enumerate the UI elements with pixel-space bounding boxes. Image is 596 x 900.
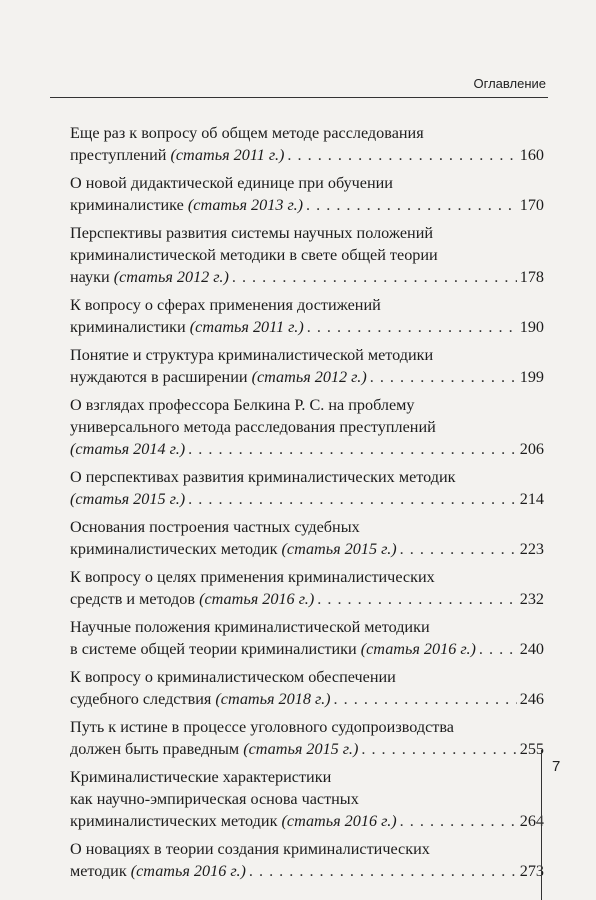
toc-page-number: 190 [519, 318, 544, 336]
toc-leader-dots [361, 738, 516, 760]
toc-entry-title-tail: преступлений [70, 146, 167, 164]
toc-entry-title-tail: криминалистических методик [70, 540, 278, 558]
toc-entry-title-end [70, 266, 229, 288]
toc-entry-title-line: К вопросу о криминалистическом обеспечении [70, 668, 396, 686]
toc-entry-title-end [70, 488, 185, 510]
toc-entry[interactable] [70, 616, 544, 660]
toc-entry-title-line: Криминалистические характеристики [70, 768, 332, 786]
toc-entry[interactable] [70, 466, 544, 510]
toc-entry-last-line [70, 738, 544, 760]
toc-leader-dots [188, 488, 517, 510]
toc-entry[interactable] [70, 172, 544, 216]
toc-entry-note: (статья 2013 г.) [187, 196, 304, 214]
toc-page-number: 240 [519, 640, 544, 658]
toc-page-number: 199 [519, 368, 544, 386]
toc-entry-title-end [70, 144, 284, 166]
toc-entry-last-line [70, 538, 544, 560]
toc-entry-note: (статья 2012 г.) [113, 268, 229, 286]
toc-entry-last-line [70, 688, 544, 710]
toc-entry-title-tail: криминалистике [70, 196, 184, 214]
toc-entry-last-line [70, 438, 544, 460]
toc-entry-title-line: Понятие и структура криминалистической методики [70, 346, 434, 364]
toc-entry[interactable] [70, 838, 544, 882]
toc-entry-note: (статья 2011 г.) [170, 146, 285, 164]
toc-entry-note: (статья 2012 г.) [251, 368, 367, 386]
toc-entry-title-line: универсального метода расследования преступлений [70, 418, 436, 436]
toc-entry-title-line: Основания построения частных судебных [70, 518, 360, 536]
toc-page-number: 264 [519, 812, 544, 830]
toc-entry-title-end [70, 588, 314, 610]
toc-entry-title-tail: криминалистики [70, 318, 186, 336]
toc-leader-dots [232, 266, 517, 288]
toc-entry-note: (статья 2016 г.) [281, 812, 397, 830]
toc-entry-title-line: О новой дидактической единице при обучении [70, 174, 393, 192]
toc-leader-dots [287, 144, 516, 166]
toc-entry[interactable] [70, 222, 544, 288]
toc-entry-last-line [70, 638, 544, 660]
toc-page-number: 223 [519, 540, 544, 558]
toc-entry-title-end [70, 366, 367, 388]
toc-entry-last-line [70, 810, 544, 832]
toc-entry-title-tail: нуждаются в расширении [70, 368, 248, 386]
toc-entry-title-line: К вопросу о сферах применения достижений [70, 296, 381, 314]
toc-page-number: 214 [519, 490, 544, 508]
toc-leader-dots [317, 588, 516, 610]
toc-entry-title-tail: должен быть праведным [70, 740, 240, 758]
toc-entry[interactable] [70, 666, 544, 710]
toc-leader-dots [334, 688, 517, 710]
toc-entry-title-end [70, 194, 303, 216]
toc-entry-note: (статья 2015 г.) [281, 540, 397, 558]
toc-leader-dots [188, 438, 517, 460]
toc-entry[interactable] [70, 294, 544, 338]
toc-leader-dots [400, 538, 517, 560]
toc-entry-note: (статья 2016 г.) [130, 862, 246, 880]
toc-entry-title-tail: в системе общей теории криминалистики [70, 640, 357, 658]
toc-entry-title-end [70, 316, 304, 338]
toc-leader-dots [400, 810, 517, 832]
toc-entry-last-line [70, 194, 544, 216]
toc-page-number: 160 [519, 146, 544, 164]
toc-entry-title-line: Научные положения криминалистической методики [70, 618, 430, 636]
toc-entry[interactable] [70, 394, 544, 460]
toc-page-number: 178 [519, 268, 544, 286]
toc-entry-title-line: О взглядах профессора Белкина Р. С. на проблему [70, 396, 415, 414]
toc-entry-title-end [70, 538, 397, 560]
toc-entry-title-line: Путь к истине в процессе уголовного судопроизводства [70, 718, 454, 736]
header-rule [50, 97, 548, 98]
toc-entry-note: (статья 2018 г.) [215, 690, 331, 708]
toc-entry-last-line [70, 366, 544, 388]
toc-entry-title-tail: науки [70, 268, 110, 286]
toc-entry-title-tail: судебного следствия [70, 690, 212, 708]
toc-entry-title-line: О новациях в теории создания криминалистических [70, 840, 430, 858]
toc-entry[interactable] [70, 516, 544, 560]
toc-leader-dots [370, 366, 517, 388]
toc-entry-last-line [70, 144, 544, 166]
toc-entry-title-tail: средств и методов [70, 590, 196, 608]
toc-entry-title-tail: криминалистических методик [70, 812, 278, 830]
toc-entry-title-end [70, 810, 397, 832]
toc-page-number: 232 [519, 590, 544, 608]
running-head-section: Оглавление [473, 76, 546, 91]
toc-entry[interactable] [70, 566, 544, 610]
toc-entry[interactable] [70, 122, 544, 166]
toc-entry-note: (статья 2014 г.) [70, 440, 186, 458]
toc-entry-title-end [70, 638, 476, 660]
toc-page-number: 246 [519, 690, 544, 708]
toc-entry-note: (статья 2015 г.) [243, 740, 359, 758]
toc-entry-title-end [70, 438, 185, 460]
toc-entry-note: (статья 2015 г.) [70, 490, 186, 508]
toc-entry-title-line: О перспективах развития криминалистических методик [70, 468, 456, 486]
toc-leader-dots [307, 316, 517, 338]
toc-entry-title-end [70, 688, 331, 710]
toc-entry-note: (статья 2016 г.) [199, 590, 315, 608]
toc-leader-dots [479, 638, 517, 660]
toc-entry[interactable] [70, 344, 544, 388]
toc-entry-note: (статья 2016 г.) [360, 640, 476, 658]
page-number: 7 [552, 758, 561, 775]
toc-entry[interactable] [70, 766, 544, 832]
toc-entry-title-end [70, 738, 358, 760]
toc-entry-last-line [70, 588, 544, 610]
toc-entry-title-tail: методик [70, 862, 127, 880]
table-of-contents [70, 122, 544, 888]
toc-entry-title-end [70, 860, 246, 882]
toc-entry-note: (статья 2011 г.) [189, 318, 304, 336]
toc-entry-title-line: К вопросу о целях применения криминалистических [70, 568, 435, 586]
toc-entry-last-line [70, 316, 544, 338]
margin-rule [541, 750, 542, 900]
toc-entry-last-line [70, 488, 544, 510]
toc-entry-last-line [70, 266, 544, 288]
toc-entry-title-line: Перспективы развития системы научных положений [70, 224, 434, 242]
toc-entry-title-line: криминалистической методики в свете общей теории [70, 246, 438, 264]
toc-page-number: 273 [519, 862, 544, 880]
toc-page-number: 206 [519, 440, 544, 458]
toc-entry-title-line: как научно-эмпирическая основа частных [70, 790, 359, 808]
toc-page-number: 255 [519, 740, 544, 758]
toc-entry-title-line: Еще раз к вопросу об общем методе расследования [70, 124, 424, 142]
toc-entry-last-line [70, 860, 544, 882]
toc-entry[interactable] [70, 716, 544, 760]
toc-page-number: 170 [519, 196, 544, 214]
toc-leader-dots [249, 860, 517, 882]
toc-leader-dots [306, 194, 517, 216]
